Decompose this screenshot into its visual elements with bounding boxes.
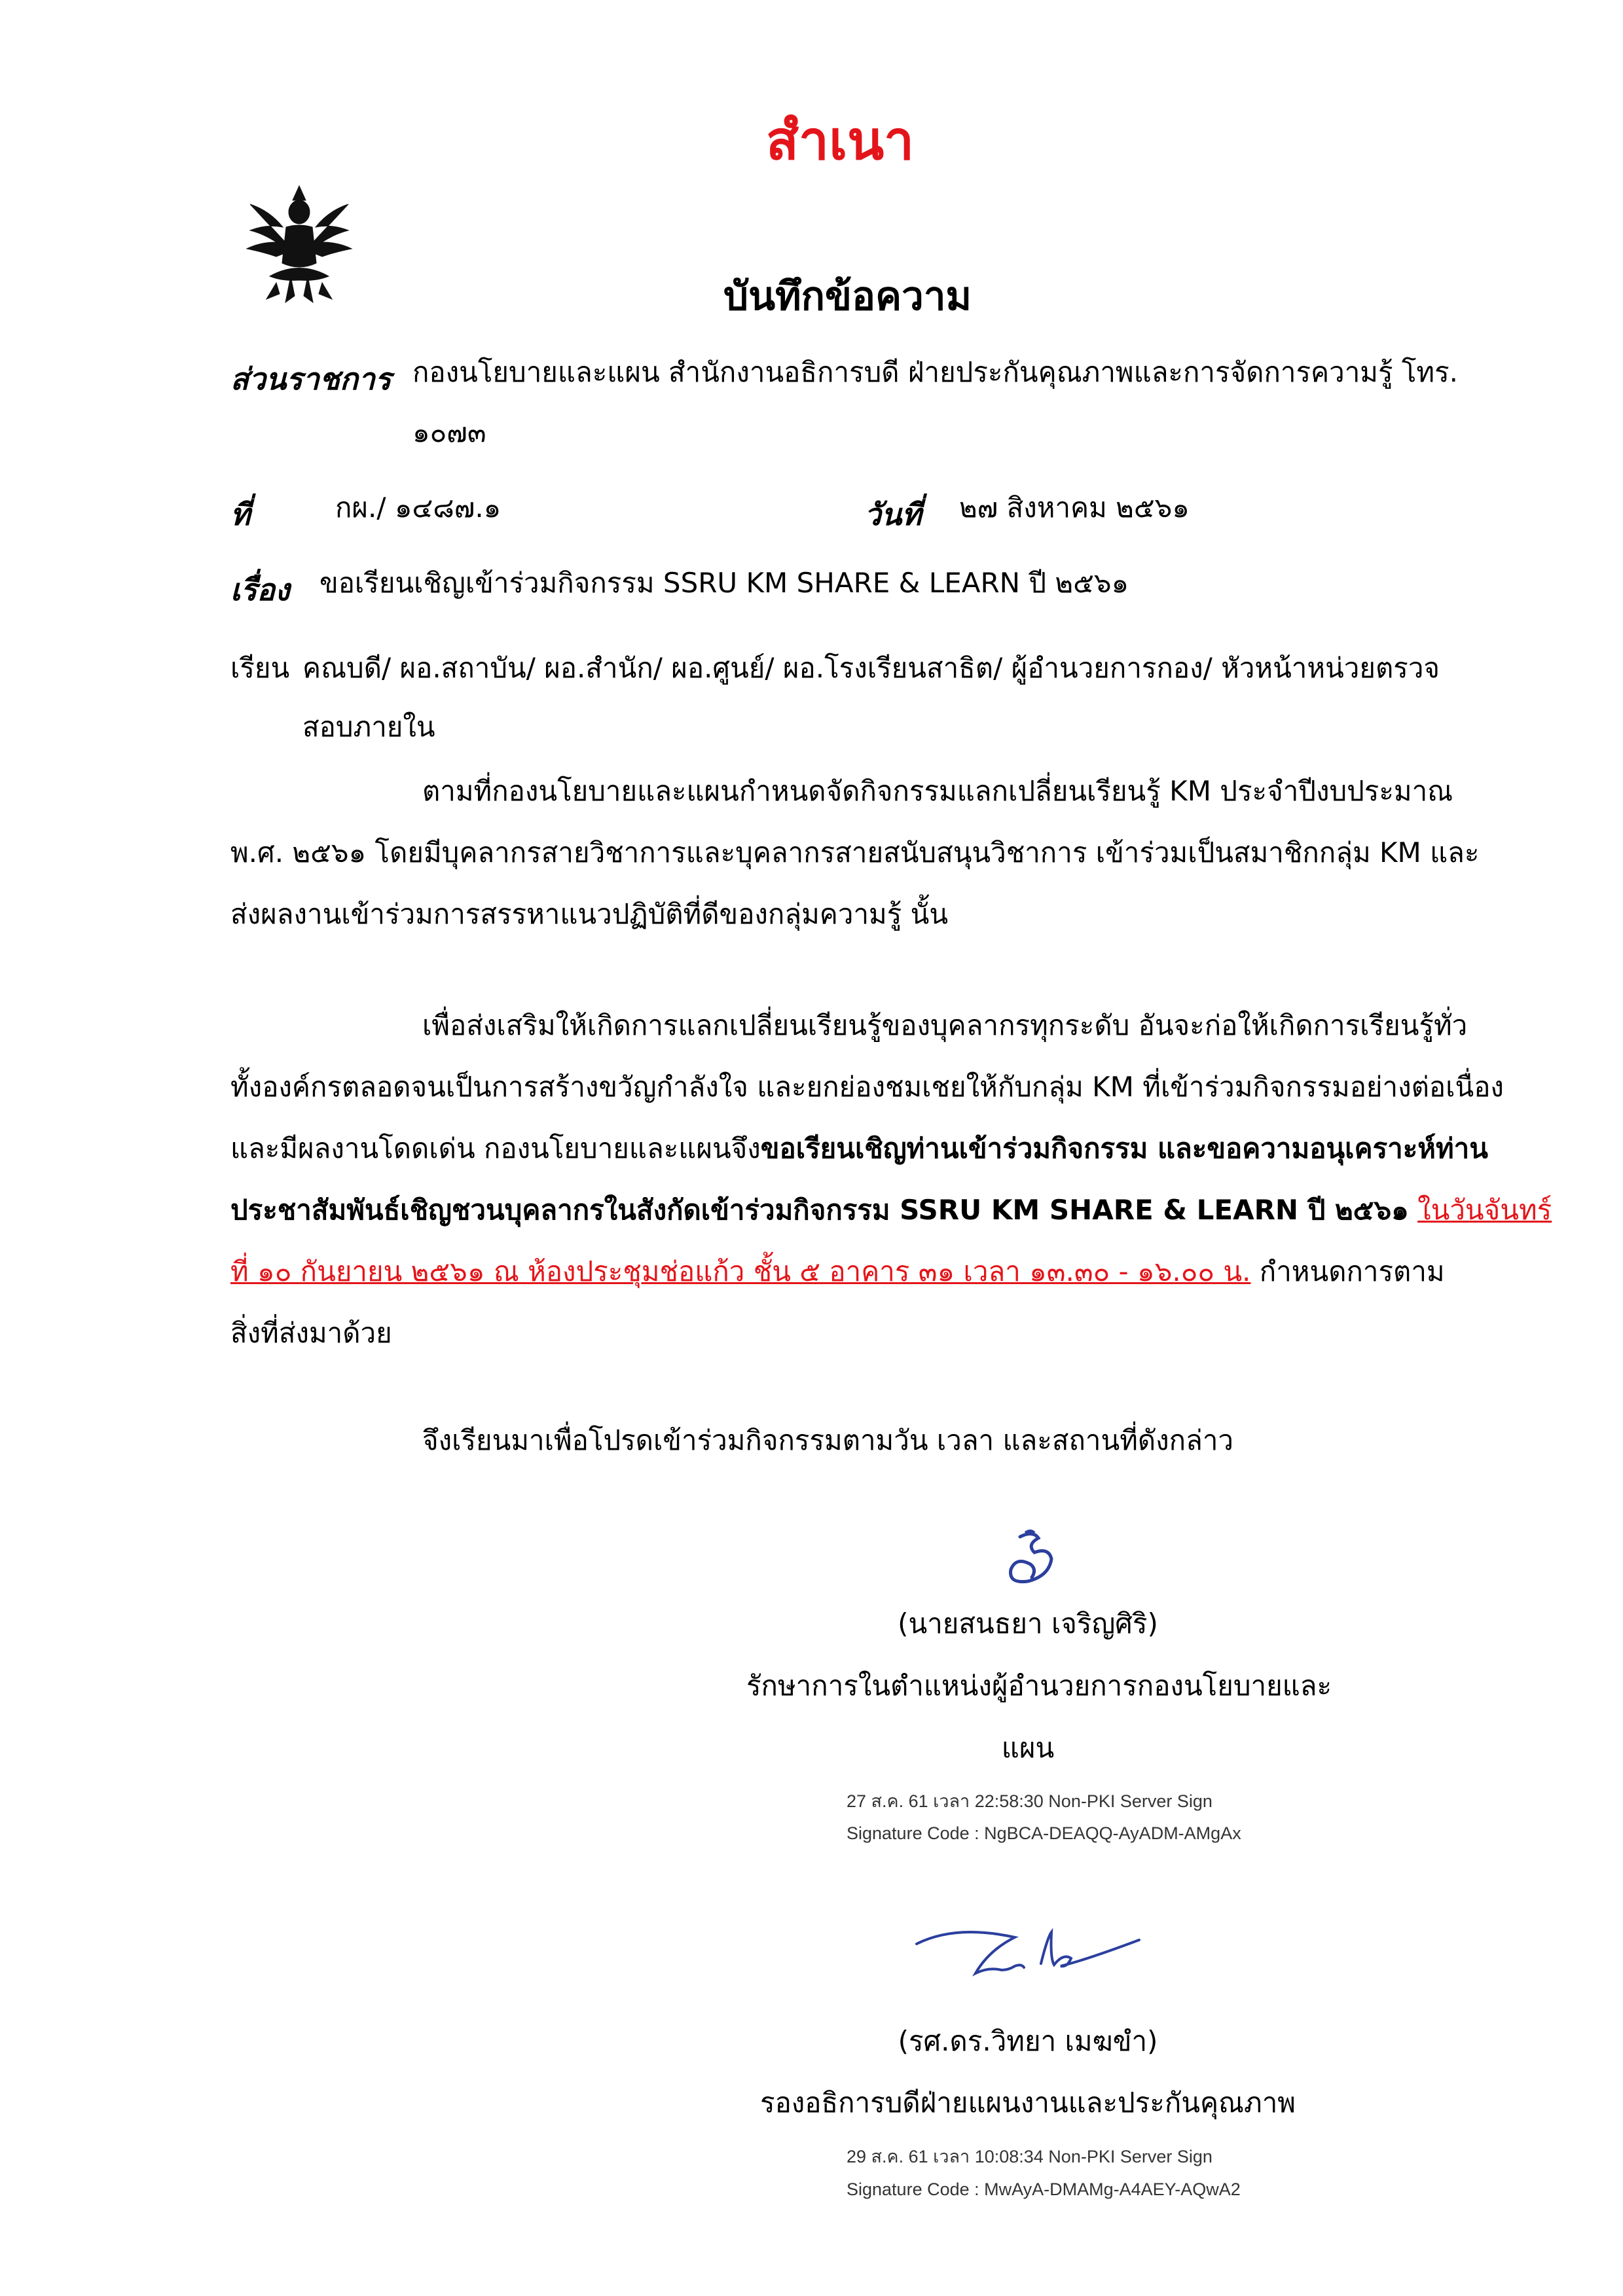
paragraph1-line3: ส่งผลงานเข้าร่วมการสรรหาแนวปฏิบัติที่ดีของกลุ่มความรู้ นั้น [230, 898, 949, 930]
paragraph2-line1: เพื่อส่งเสริมให้เกิดการแลกเปลี่ยนเรียนรู้ของบุคลากรทุกระดับ อันจะก่อให้เกิดการเรียนรู้ทั่ว [422, 1009, 1468, 1041]
ref-value: กผ./ ๑๔๘๗.๑ [335, 492, 501, 524]
to-value-cont: สอบภายใน [302, 711, 435, 743]
paragraph2-line2: ทั้งองค์กรตลอดจนเป็นการสร้างขวัญกำลังใจ และยกย่องชมเชยให้กับกลุ่ม KM ที่เข้าร่วมกิจกรรมอย่างต่อเนื่อง [230, 1071, 1504, 1103]
paragraph2-line3-bold: ขอเรียนเชิญท่านเข้าร่วมกิจกรรม และขอความอนุเคราะห์ท่าน [760, 1132, 1488, 1164]
signatory1-name: (นายสนธยา เจริญศิริ) [898, 1607, 1158, 1640]
signatory1-sign-code: Signature Code : NgBCA-DEAQQ-AyADM-AMgAx [847, 1823, 1241, 1843]
paragraph2-line6: สิ่งที่ส่งมาด้วย [230, 1317, 392, 1349]
signatory2-sign-info: 29 ส.ค. 61 เวลา 10:08:34 Non-PKI Server Sign [847, 2147, 1213, 2166]
event-venue-highlight: ที่ ๑๐ กันยายน ๒๕๖๑ ณ ห้องประชุมช่อแก้ว ชั้น ๕ อาคาร ๓๑ เวลา ๑๓.๓๐ - ๑๖.๐๐ น. [230, 1255, 1251, 1287]
paragraph1-line1: ตามที่กองนโยบายและแผนกำหนดจัดกิจกรรมแลกเปลี่ยนเรียนรู้ KM ประจำปีงบประมาณ [422, 775, 1453, 807]
signature-1-icon [995, 1525, 1067, 1597]
subject-label: เรื่อง [230, 572, 290, 607]
copy-stamp: สำเนา [766, 110, 915, 172]
memo-title: บันทึกข้อความ [723, 274, 972, 319]
paragraph2-line5 [230, 1255, 1445, 1287]
department-value: กองนโยบายและแผน สำนักงานอธิการบดี ฝ่ายประกันคุณภาพและการจัดการความรู้ โทร. [412, 356, 1459, 388]
signatory1-position: รักษาการในตำแหน่งผู้อำนวยการกองนโยบายและ [746, 1670, 1332, 1702]
paragraph2-line4-bold: ประชาสัมพันธ์เชิญชวนบุคลากรในสังกัดเข้าร่วมกิจกรรม SSRU KM SHARE & LEARN ปี ๒๕๖๑ [230, 1194, 1409, 1226]
signatory1-position-cont: แผน [1001, 1732, 1055, 1764]
paragraph2-line3-normal: และมีผลงานโดดเด่น กองนโยบายและแผนจึง [230, 1132, 761, 1164]
signatory2-sign-code: Signature Code : MwAyA-DMAMg-A4AEY-AQwA2 [847, 2179, 1241, 2199]
paragraph1-line2: พ.ศ. ๒๕๖๑ โดยมีบุคลากรสายวิชาการและบุคลากรสายสนับสนุนวิชาการ เข้าร่วมเป็นสมาชิกกลุ่ม KM และ [230, 836, 1480, 869]
date-value: ๒๗ สิงหาคม ๒๕๖๑ [959, 492, 1190, 524]
paragraph2-line4 [230, 1196, 1552, 1224]
subject-value: ขอเรียนเชิญเข้าร่วมกิจกรรม SSRU KM SHARE & LEARN ปี ๒๕๖๑ [319, 567, 1129, 599]
department-label: ส่วนราชการ [230, 361, 392, 397]
ref-label: ที่ [230, 497, 251, 532]
signatory1-sign-info: 27 ส.ค. 61 เวลา 22:58:30 Non-PKI Server Sign [847, 1791, 1213, 1811]
department-phone: ๑๐๗๓ [412, 416, 486, 448]
signature-2-icon [910, 1924, 1172, 1996]
date-label: วันที่ [864, 497, 922, 532]
to-value: คณบดี/ ผอ.สถาบัน/ ผอ.สำนัก/ ผอ.ศูนย์/ ผอ.โรงเรียนสาธิต/ ผู้อำนวยการกอง/ หัวหน้าหน่วยตรวจ [302, 652, 1440, 684]
event-date-highlight: ในวันจันทร์ [1417, 1194, 1552, 1226]
paragraph2-line3 [230, 1132, 1488, 1164]
signatory2-position: รองอธิการบดีฝ่ายแผนงานและประกันคุณภาพ [760, 2087, 1296, 2119]
garuda-emblem-icon [237, 178, 361, 309]
to-label: เรียน [230, 652, 290, 684]
paragraph2-line5-normal: กำหนดการตาม [1259, 1255, 1445, 1287]
signatory2-name: (รศ.ดร.วิทยา เมฆขำ) [898, 2025, 1158, 2057]
closing-sentence: จึงเรียนมาเพื่อโปรดเข้าร่วมกิจกรรมตามวัน เวลา และสถานที่ดังกล่าว [422, 1424, 1234, 1456]
